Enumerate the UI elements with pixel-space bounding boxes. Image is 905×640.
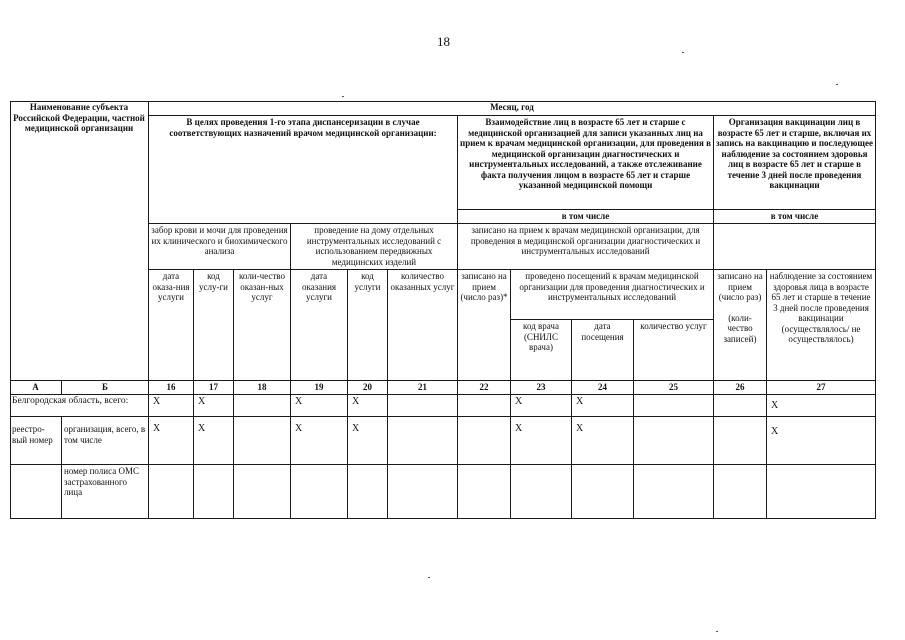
col-number-24: 24: [572, 381, 634, 395]
row-policy-cell-20: [348, 465, 388, 519]
header-home-research: проведение на дому отдельных инструментальных исследований с использованием передвижных медицинских изделий: [291, 224, 458, 270]
header-col-16: дата оказа-ния услуги: [149, 270, 194, 381]
row-org-cell-27: Х: [767, 417, 876, 465]
col-number-26: 26: [714, 381, 767, 395]
header-month-year: Месяц, год: [149, 101, 876, 116]
row-policy-label: номер полиса ОМС застрахованного лица: [62, 465, 149, 519]
row-policy-cell-21: [388, 465, 458, 519]
row-policy-cell-22: [458, 465, 511, 519]
row-policy-cell-25: [634, 465, 714, 519]
row-region-cell-23: Х: [511, 395, 572, 417]
row-region-cell-26: [714, 395, 767, 417]
header-recorded: записано на прием к врачам медицинской организации, для проведения в медицинской организации диагностических и инструментальных исследований: [458, 224, 714, 270]
scan-speck: [342, 96, 344, 97]
row-org-label: организация, всего, в том числе: [62, 417, 149, 465]
header-col-20: код услуги: [348, 270, 388, 381]
col-number-17: 17: [194, 381, 234, 395]
row-org-cell-26: [714, 417, 767, 465]
col-number-16: 16: [149, 381, 194, 395]
row-org-cell-21: [388, 417, 458, 465]
header-col-26-subtext: (коли-чество записей): [723, 312, 757, 344]
scan-speck: [682, 52, 684, 53]
row-org-cell-25: [634, 417, 714, 465]
col-number-19: 19: [291, 381, 348, 395]
row-policy-cell-18: [234, 465, 291, 519]
col-number-21: 21: [388, 381, 458, 395]
row-org-cell-22: [458, 417, 511, 465]
row-org-cell-23: Х: [511, 417, 572, 465]
row-region-cell-17: Х: [194, 395, 234, 417]
scan-speck: [836, 84, 838, 85]
col-number-20: 20: [348, 381, 388, 395]
col-number-18: 18: [234, 381, 291, 395]
row-policy-cell-23: [511, 465, 572, 519]
header-group-2: Взаимодействие лиц в возрасте 65 лет и старше с медицинской организацией для записи указанных лиц на прием к врачам медицинской организации, для проведения в медицинской организации диагностических и инструментальных исследований, а также отслеживание факта получения лицом в возрасте 65 лет и старше указанной медицинской помощи: [458, 116, 714, 210]
header-group-3-blank: [714, 224, 876, 270]
header-entity: Наименование субъекта Российской Федерации, частной медицинской организации: [10, 101, 149, 381]
row-region-cell-18: [234, 395, 291, 417]
col-number-23: 23: [511, 381, 572, 395]
row-org-cell-16: Х: [149, 417, 194, 465]
header-in-total-3: в том числе: [714, 210, 876, 224]
header-col-23: код врача (СНИЛС врача): [511, 320, 572, 381]
header-col-26: [714, 270, 767, 381]
header-col-24: дата посещения: [572, 320, 634, 381]
row-policy-cell-19: [291, 465, 348, 519]
row-region-cell-21: [388, 395, 458, 417]
row-policy-cell-16: [149, 465, 194, 519]
row-org-cell-18: [234, 417, 291, 465]
row-org-cell-17: Х: [194, 417, 234, 465]
scan-speck: [716, 631, 718, 632]
row-region-cell-22: [458, 395, 511, 417]
col-number-27: 27: [767, 381, 876, 395]
row-region-cell-24: Х: [572, 395, 634, 417]
row-org-cell-24: Х: [572, 417, 634, 465]
report-table: [10, 101, 876, 519]
row-policy-registry-blank: [10, 465, 62, 519]
row-org-cell-19: Х: [291, 417, 348, 465]
header-col-25: количество услуг: [634, 320, 714, 381]
row-region-cell-27: Х: [767, 395, 876, 417]
col-number-b: Б: [62, 381, 149, 395]
header-col-18: коли-чество оказан-ных услуг: [234, 270, 291, 381]
header-blood-urine: забор крови и мочи для проведения их клинического и биохимического анализа: [149, 224, 291, 270]
col-number-a: А: [10, 381, 62, 395]
row-region-cell-19: Х: [291, 395, 348, 417]
header-col-17: код услу-ги: [194, 270, 234, 381]
header-col-21: количество оказанных услуг: [388, 270, 458, 381]
header-group-1: В целях проведения 1-го этапа диспансеризации в случае соответствующих назначений врачом медицинской организации:: [149, 116, 458, 224]
row-org-cell-20: Х: [348, 417, 388, 465]
row-org-registry-label: реестро-вый номер: [10, 417, 62, 465]
col-number-25: 25: [634, 381, 714, 395]
row-policy-cell-24: [572, 465, 634, 519]
page-number: 18: [437, 34, 450, 49]
header-group-3: Организация вакцинации лиц в возрасте 65 лет и старше, включая их запись на вакцинацию и последующее наблюдение за состоянием здоровья лиц в возрасте 65 лет и старше в течение 3 дней после проведения вакцинации: [714, 116, 876, 210]
row-policy-cell-17: [194, 465, 234, 519]
header-col-27: наблюдение за состоянием здоровья лица в возрасте 65 лет и старше в течение 3 дней после проведения вакцинации (осуществлялось/ не осуществлялось): [767, 270, 876, 381]
col-number-22: 22: [458, 381, 511, 395]
header-col-26-text: записано на прием (число раз): [717, 271, 763, 302]
row-policy-cell-26: [714, 465, 767, 519]
row-region-label: Белгородская область, всего:: [10, 395, 149, 417]
row-region-cell-25: [634, 395, 714, 417]
header-in-total-2: в том числе: [458, 210, 714, 224]
header-col-19: дата оказания услуги: [291, 270, 348, 381]
row-region-cell-16: Х: [149, 395, 194, 417]
scan-speck: [428, 577, 430, 578]
header-col-22: записано на прием (число раз)*: [458, 270, 511, 381]
row-region-cell-20: Х: [348, 395, 388, 417]
row-policy-cell-27: [767, 465, 876, 519]
header-visits: проведено посещений к врачам медицинской организации для проведения диагностических и инструментальных исследований: [511, 270, 714, 320]
